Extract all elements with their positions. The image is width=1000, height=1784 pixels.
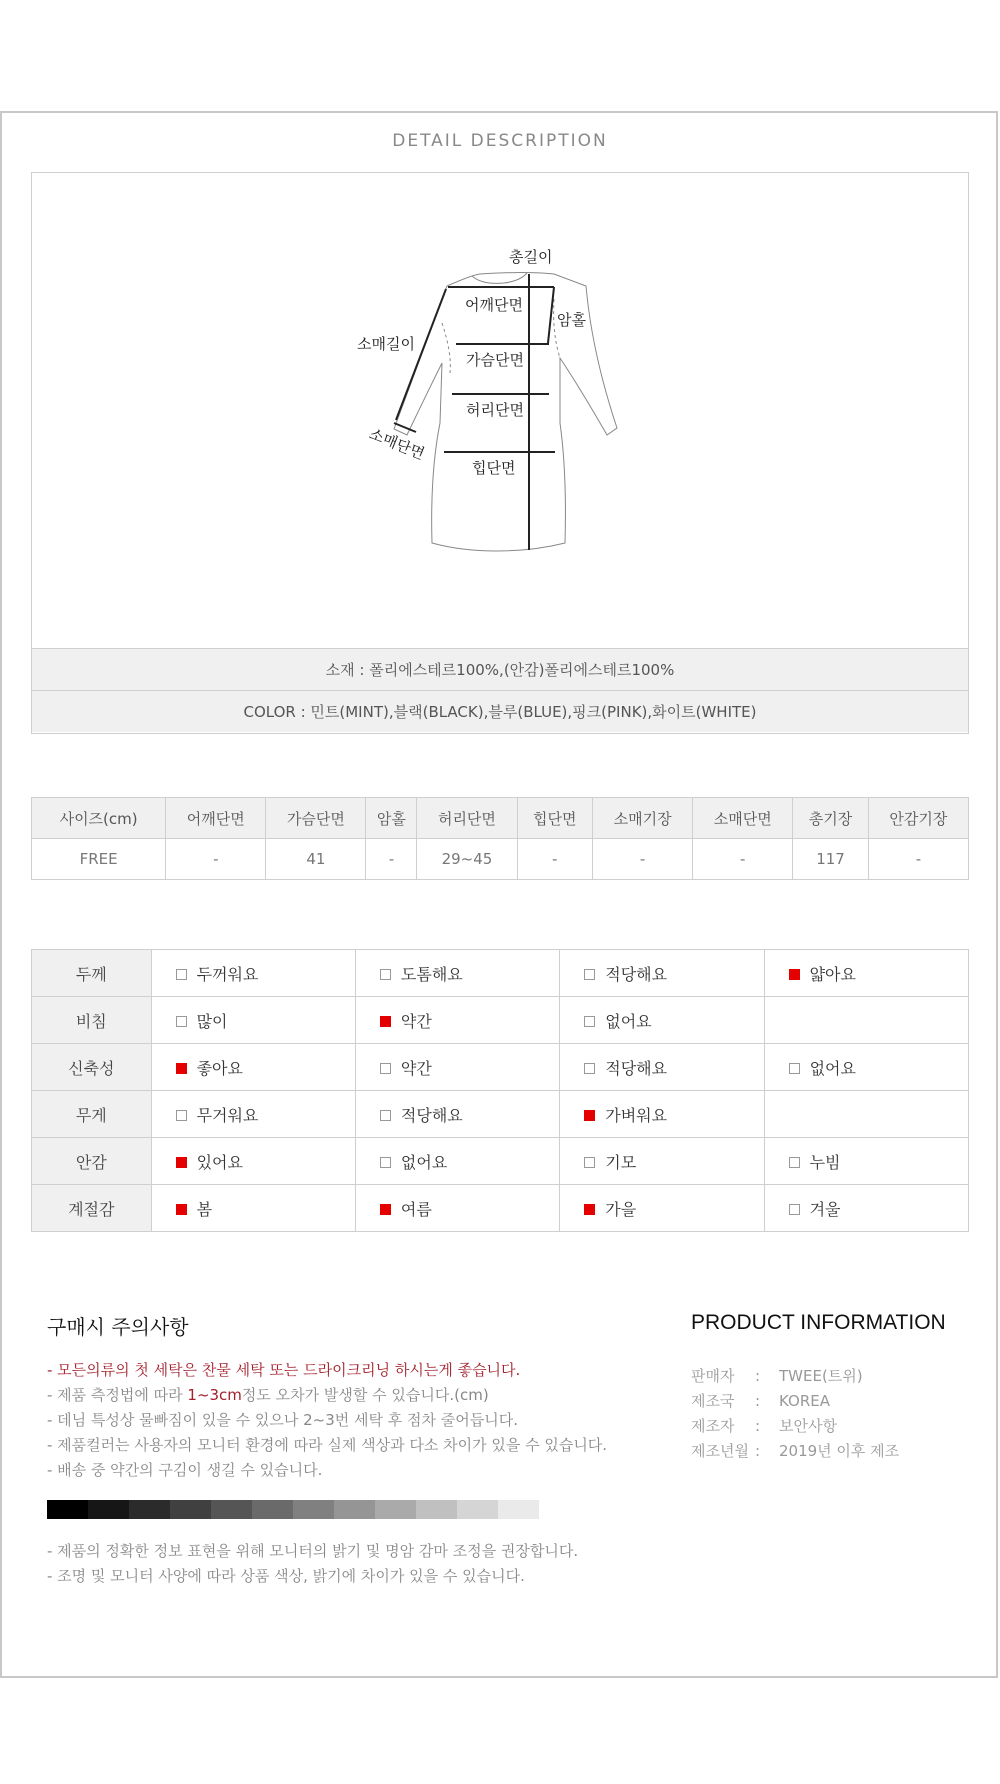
product-info-row	[691, 1364, 899, 1389]
unchecked-box-icon	[584, 1157, 595, 1168]
product-info-title: PRODUCT INFORMATION	[691, 1311, 946, 1334]
feature-row	[32, 950, 969, 997]
feature-option-text: 얇아요	[809, 964, 856, 984]
feature-option-text: 약간	[400, 1058, 432, 1078]
feature-option-text: 없어요	[400, 1152, 448, 1172]
info-key: 제조년월	[691, 1442, 749, 1460]
gray-swatch	[170, 1500, 211, 1519]
info-key: 제조국	[691, 1392, 735, 1410]
notice-line: - 배송 중 약간의 구김이 생길 수 있습니다.	[47, 1461, 323, 1479]
feature-row	[32, 1185, 969, 1232]
gray-swatch	[457, 1500, 498, 1519]
checked-box-icon	[584, 1110, 595, 1121]
section-title: DETAIL DESCRIPTION	[392, 131, 608, 151]
size-cell: FREE	[32, 839, 166, 880]
label-shoulder: 어깨단면	[465, 296, 523, 314]
notice-highlight: 1~3cm	[187, 1386, 242, 1404]
unchecked-box-icon	[176, 1110, 187, 1121]
label-sleeve-length: 소매길이	[357, 335, 415, 353]
size-cell: -	[593, 839, 693, 880]
size-cell: -	[366, 839, 417, 880]
feature-option	[764, 950, 968, 997]
notice-title: 구매시 주의사항	[47, 1315, 189, 1339]
feature-option-text: 없어요	[809, 1058, 856, 1078]
feature-table	[31, 949, 969, 1232]
unchecked-box-icon	[789, 1063, 800, 1074]
feature-option-text: 겨울	[809, 1199, 841, 1219]
gray-swatch	[293, 1500, 334, 1519]
unchecked-box-icon	[380, 1157, 391, 1168]
info-value: TWEE(트위)	[779, 1367, 863, 1385]
unchecked-box-icon	[380, 1110, 391, 1121]
size-cell: -	[166, 839, 266, 880]
feature-row	[32, 1044, 969, 1091]
feature-option-text: 적당해요	[400, 1105, 463, 1125]
size-table	[31, 797, 969, 880]
gray-swatch	[252, 1500, 293, 1519]
label-chest: 가슴단면	[466, 351, 524, 369]
size-cell: 29~45	[417, 839, 517, 880]
monitor-notice	[47, 1539, 578, 1589]
checked-box-icon	[584, 1204, 595, 1215]
checked-box-icon	[176, 1063, 187, 1074]
gray-swatch	[88, 1500, 129, 1519]
diagram-box	[31, 172, 969, 734]
product-info-row	[691, 1389, 899, 1414]
feature-option-text: 누빔	[809, 1152, 841, 1172]
label-waist: 허리단면	[466, 401, 524, 419]
unchecked-box-icon	[380, 1063, 391, 1074]
feature-option	[355, 1138, 559, 1185]
feature-option	[560, 1138, 764, 1185]
info-value: 2019년 이후 제조	[779, 1442, 900, 1460]
feature-option	[151, 1138, 355, 1185]
feature-row	[32, 1138, 969, 1185]
feature-option	[764, 1185, 968, 1232]
size-cell: -	[868, 839, 968, 880]
feature-option-text: 봄	[196, 1199, 213, 1219]
feature-option	[355, 1044, 559, 1091]
unchecked-box-icon	[176, 969, 187, 980]
feature-option-text: 두꺼워요	[196, 964, 259, 984]
size-cell: 117	[793, 839, 869, 880]
gray-swatch	[47, 1500, 88, 1519]
unchecked-box-icon	[380, 969, 391, 980]
product-info-row	[691, 1439, 899, 1464]
feature-option	[355, 950, 559, 997]
label-sleeve-width: 소매단면	[366, 424, 428, 464]
size-cell: 41	[266, 839, 366, 880]
unchecked-box-icon	[584, 1016, 595, 1027]
info-sep: :	[755, 1417, 761, 1435]
feature-option	[764, 997, 968, 1044]
notice-line: - 제품의 정확한 정보 표현을 위해 모니터의 밝기 및 명암 감마 조정을 권장합니다.	[47, 1542, 579, 1560]
unchecked-box-icon	[584, 969, 595, 980]
feature-option	[764, 1091, 968, 1138]
feature-label: 두께	[32, 950, 152, 997]
feature-option	[764, 1044, 968, 1091]
feature-label: 안감	[32, 1138, 152, 1185]
size-table-row	[32, 839, 969, 880]
checked-box-icon	[380, 1016, 391, 1027]
size-header-cell: 힙단면	[517, 798, 593, 839]
feature-option-text: 좋아요	[196, 1058, 243, 1078]
feature-option	[355, 1091, 559, 1138]
feature-option-text: 적당해요	[605, 964, 668, 984]
gray-swatch	[334, 1500, 375, 1519]
info-sep: :	[755, 1367, 761, 1385]
notice-line: - 모든의류의 첫 세탁은 찬물 세탁 또는 드라이크리닝 하시는게 좋습니다.	[47, 1361, 521, 1379]
feature-option	[764, 1138, 968, 1185]
feature-option-text: 가을	[605, 1199, 637, 1219]
size-header-cell: 사이즈(cm)	[32, 798, 166, 839]
gray-swatch-bar	[47, 1500, 539, 1519]
size-table-header	[32, 798, 969, 839]
size-cell: -	[517, 839, 593, 880]
feature-option	[560, 950, 764, 997]
size-header-cell: 가슴단면	[266, 798, 366, 839]
unchecked-box-icon	[176, 1016, 187, 1027]
gray-swatch	[129, 1500, 170, 1519]
feature-row	[32, 1091, 969, 1138]
feature-option-text: 가벼워요	[605, 1105, 668, 1125]
info-key: 판매자	[691, 1367, 735, 1385]
product-info-list	[691, 1364, 899, 1464]
gray-swatch	[375, 1500, 416, 1519]
feature-option	[151, 997, 355, 1044]
feature-option	[355, 997, 559, 1044]
unchecked-box-icon	[789, 1157, 800, 1168]
size-cell: -	[693, 839, 793, 880]
feature-option	[151, 1091, 355, 1138]
info-value: KOREA	[779, 1392, 830, 1410]
notice-text: - 제품 측정법에 따라	[47, 1386, 188, 1404]
feature-option	[151, 1044, 355, 1091]
size-header-cell: 소매단면	[693, 798, 793, 839]
notice-text: 정도 오차가 발생할 수 있습니다.(cm)	[241, 1386, 489, 1404]
feature-option-text: 적당해요	[605, 1058, 668, 1078]
notice-line: - 조명 및 모니터 사양에 따라 상품 색상, 밝기에 차이가 있을 수 있습니다.	[47, 1567, 525, 1585]
feature-option-text: 없어요	[605, 1011, 652, 1031]
feature-option-text: 많이	[196, 1011, 228, 1031]
size-header-cell: 암홀	[366, 798, 417, 839]
info-sep: :	[755, 1392, 761, 1410]
checked-box-icon	[380, 1204, 391, 1215]
feature-option-text: 약간	[400, 1011, 432, 1031]
gray-swatch	[498, 1500, 539, 1519]
feature-option-text: 있어요	[196, 1152, 243, 1172]
feature-option	[560, 1044, 764, 1091]
feature-option	[151, 950, 355, 997]
unchecked-box-icon	[789, 1204, 800, 1215]
feature-option-text: 도톰해요	[400, 964, 463, 984]
notice-list	[47, 1358, 607, 1483]
size-header-cell: 어깨단면	[166, 798, 266, 839]
feature-label: 무게	[32, 1091, 152, 1138]
product-info-row	[691, 1414, 899, 1439]
label-hip: 힙단면	[472, 459, 516, 477]
info-value: 보안사항	[779, 1417, 837, 1435]
size-header-cell: 안감기장	[868, 798, 968, 839]
color-row: COLOR : 민트(MINT),블랙(BLACK),블루(BLUE),핑크(PINK),화이트(WHITE)	[32, 690, 968, 732]
feature-option	[355, 1185, 559, 1232]
info-key: 제조자	[691, 1417, 735, 1435]
size-header-cell: 총기장	[793, 798, 869, 839]
size-header-cell: 허리단면	[417, 798, 517, 839]
feature-label: 계절감	[32, 1185, 152, 1232]
label-armhole: 암홀	[557, 311, 586, 329]
feature-option-text: 무거워요	[196, 1105, 259, 1125]
feature-label: 신축성	[32, 1044, 152, 1091]
material-row: 소재 : 폴리에스테르100%,(안감)폴리에스테르100%	[32, 648, 968, 690]
feature-row	[32, 997, 969, 1044]
gray-swatch	[211, 1500, 252, 1519]
notice-line	[47, 1383, 607, 1408]
size-header-cell: 소매기장	[593, 798, 693, 839]
gray-swatch	[416, 1500, 457, 1519]
notice-line: - 제품컬러는 사용자의 모니터 환경에 따라 실제 색상과 다소 차이가 있을 수 있습니다.	[47, 1436, 608, 1454]
checked-box-icon	[176, 1204, 187, 1215]
unchecked-box-icon	[584, 1063, 595, 1074]
checked-box-icon	[789, 969, 800, 980]
info-sep: :	[755, 1442, 761, 1460]
label-total-length: 총길이	[509, 248, 553, 266]
checked-box-icon	[176, 1157, 187, 1168]
notice-line: - 데님 특성상 물빠짐이 있을 수 있으나 2~3번 세탁 후 점차 줄어듭니다.	[47, 1411, 519, 1429]
feature-label: 비침	[32, 997, 152, 1044]
feature-option-text: 기모	[605, 1152, 637, 1172]
feature-option	[560, 1091, 764, 1138]
feature-option	[151, 1185, 355, 1232]
feature-option	[560, 1185, 764, 1232]
feature-option-text: 여름	[400, 1199, 432, 1219]
feature-option	[560, 997, 764, 1044]
